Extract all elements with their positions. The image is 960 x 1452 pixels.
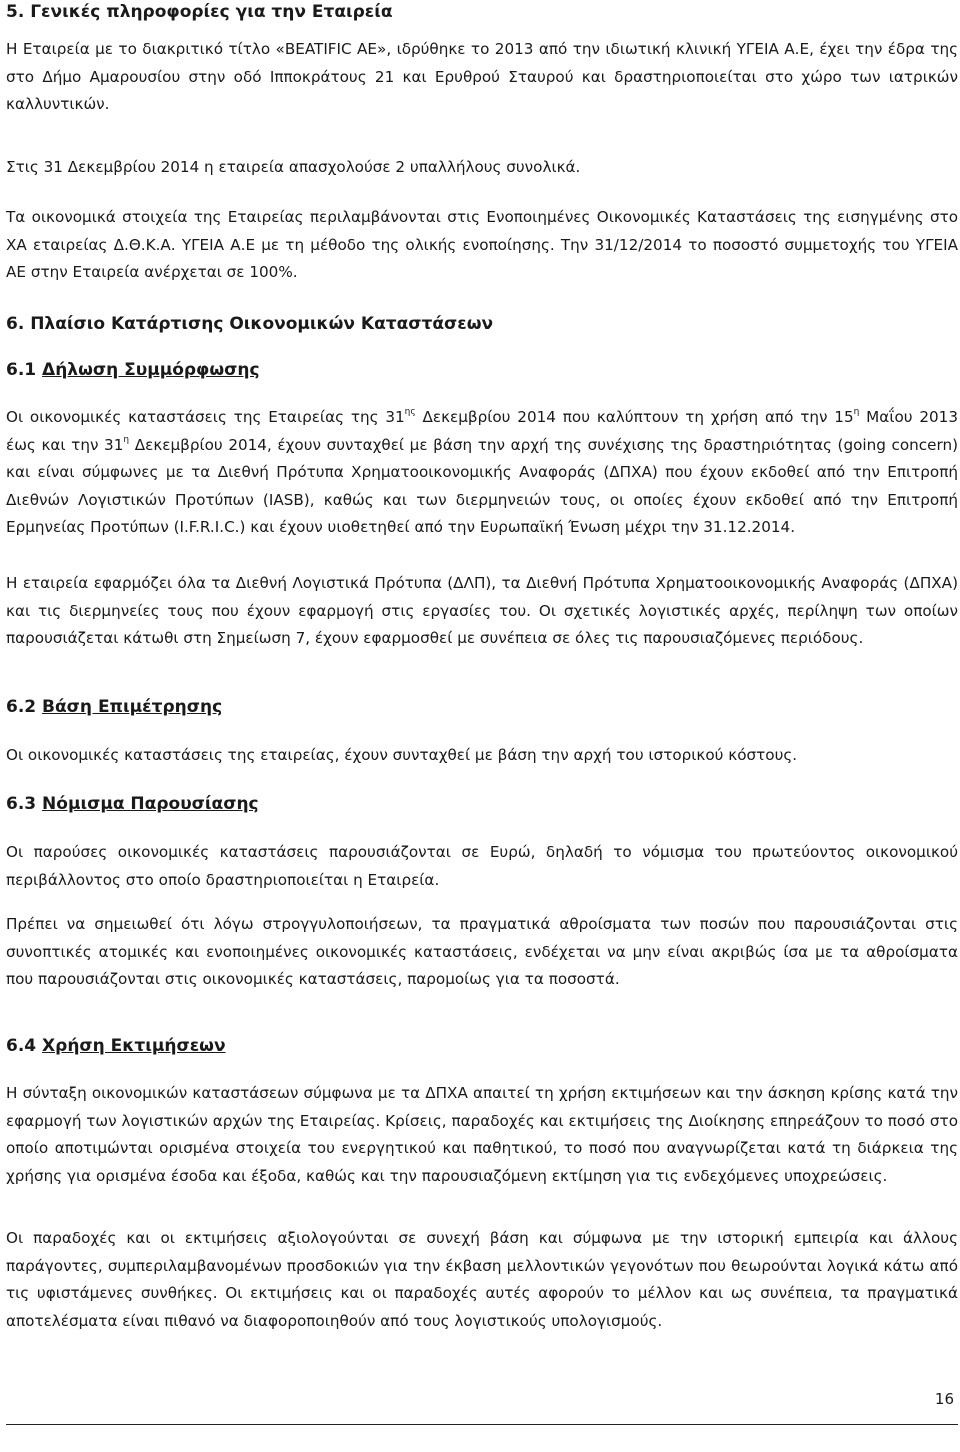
section-5-heading: 5. Γενικές πληροφορίες για την Εταιρεία: [6, 2, 393, 22]
section-6-3-heading: [6, 792, 259, 816]
section-6-4-paragraph-2: Οι παραδοχές και οι εκτιμήσεις αξιολογούνται σε συνεχή βάση και σύμφωνα με την ιστορική εμπειρία και άλλους παράγοντες, συμπεριλαμβανομένων προσδοκιών για την έκβαση μελλοντικών γεγονότων που θεωρούνται λογικά κάτω από τις υφιστάμενες συνθήκες. Οι εκτιμήσεις και οι παραδοχές αυτές αφορούν το μέλλον και ως συνέπεια, τα πραγματικά αποτελέσματα είναι πιθανό να διαφοροποιηθούν από τους λογιστικούς υπολογισμούς.: [6, 1229, 958, 1330]
section-6-1-number: 6.1: [6, 360, 43, 380]
section-5-paragraph-2: Στις 31 Δεκεμβρίου 2014 η εταιρεία απασχολούσε 2 υπαλλήλους συνολικά.: [6, 158, 581, 176]
section-6-1-heading: [6, 358, 260, 382]
footer-divider: [6, 1424, 958, 1425]
superscript: η: [123, 434, 130, 445]
section-6-heading: 6. Πλαίσιο Κατάρτισης Οικονομικών Καταστάσεων: [6, 314, 494, 334]
section-6-2-heading: [6, 695, 222, 719]
section-5-paragraph-3: Τα οικονομικά στοιχεία της Εταιρείας περιλαμβάνονται στις Ενοποιημένες Οικονομικές Καταστάσεις της εισηγμένης στο ΧΑ εταιρείας Δ.Θ.Κ.Α. ΥΓΕΙΑ Α.Ε με τη μέθοδο της ολικής ενοποίησης. Την 31/12/2014 το ποσοστό συμμετοχής του ΥΓΕΙΑ ΑΕ στην Εταιρεία ανέρχεται σε 100%.: [6, 208, 958, 281]
section-6-4-number: 6.4: [6, 1036, 43, 1056]
page-number: 16: [934, 1390, 954, 1408]
text-run: Μαΐου 2013 έως και την 31: [6, 408, 958, 454]
section-6-1-title: Δήλωση Συμμόρφωσης: [42, 360, 260, 380]
section-6-3-paragraph-1: Οι παρούσες οικονομικές καταστάσεις παρουσιάζονται σε Ευρώ, δηλαδή το νόμισμα του πρωτεύοντος οικονομικού περιβάλλοντος στο οποίο δραστηριοποιείται η Εταιρεία.: [6, 843, 958, 889]
section-6-4-paragraph-1: Η σύνταξη οικονομικών καταστάσεων σύμφωνα με τα ΔΠΧΑ απαιτεί τη χρήση εκτιμήσεων και την άσκηση κρίσης κατά την εφαρμογή των λογιστικών αρχών της Εταιρείας. Κρίσεις, παραδοχές και εκτιμήσεις της Διοίκησης επηρεάζουν το ποσό στο οποίο αποτιμώνται ορισμένα στοιχεία του ενεργητικού και παθητικού, το ποσό που αναγνωρίζεται κατά τη διάρκεια της χρήσης για ορισμένα έσοδα και έξοδα, καθώς και την παρουσιαζόμενη εκτίμηση για τις ενδεχόμενες υποχρεώσεις.: [6, 1084, 958, 1185]
section-6-3-title: Νόμισμα Παρουσίασης: [42, 794, 259, 814]
text-run: Δεκεμβρίου 2014, έχουν συνταχθεί με βάση την αρχή της συνέχισης της δραστηριότητας (going concern) και είναι σύμφωνες με τα Διεθνή Πρότυπα Χρηματοοικονομικής Αναφοράς (ΔΠΧΑ) που έχουν εκδοθεί από την Επιτροπή Διεθνών Λογιστικών Προτύπων (IASB), καθώς και των διερμηνειών τους, οι οποίες έχουν εκδοθεί από την Επιτροπή Ερμηνείας Προτύπων (I.F.R.I.C.) και έχουν υιοθετηθεί από την Ευρωπαϊκή Ένωση μέχρι την 31.12.2014.: [6, 435, 958, 536]
section-6-3-number: 6.3: [6, 794, 43, 814]
section-6-2-paragraph-1: Οι οικονομικές καταστάσεις της εταιρείας, έχουν συνταχθεί με βάση την αρχή του ιστορικού κόστους.: [6, 746, 798, 764]
section-5-paragraph-1: Η Εταιρεία με το διακριτικό τίτλο «BEATIFIC AE», ιδρύθηκε το 2013 από την ιδιωτική κλινική ΥΓΕΙΑ Α.Ε, έχει την έδρα της στο Δήμο Αμαρουσίου στην οδό Ιπποκράτους 21 και Ερυθρού Σταυρού και δραστηριοποιείται στο χώρο των ιατρικών καλλυντικών.: [6, 40, 958, 113]
section-6-3-paragraph-2: Πρέπει να σημειωθεί ότι λόγω στρογγυλοποιήσεων, τα πραγματικά αθροίσματα των ποσών που παρουσιάζονται στις συνοπτικές ατομικές και ενοποιημένες οικονομικές καταστάσεις, ενδέχεται να μην είναι ακριβώς ίσα με τα αθροίσματα που παρουσιάζονται στις οικονομικές καταστάσεις, παρομοίως για τα ποσοστά.: [6, 915, 958, 988]
text-run: Οι οικονομικές καταστάσεις της Εταιρείας της 31: [6, 408, 405, 426]
section-6-2-title: Βάση Επιμέτρησης: [42, 697, 223, 717]
superscript: η: [853, 407, 860, 417]
section-6-4-title: Χρήση Εκτιμήσεων: [42, 1036, 226, 1056]
text-run: Δεκεμβρίου 2014 που καλύπτουν τη χρήση από την 15: [415, 408, 854, 426]
superscript: ης: [404, 407, 416, 417]
section-6-1-paragraph-1: [6, 404, 958, 542]
section-6-4-heading: [6, 1034, 226, 1058]
section-6-1-paragraph-2: Η εταιρεία εφαρμόζει όλα τα Διεθνή Λογιστικά Πρότυπα (ΔΛΠ), τα Διεθνή Πρότυπα Χρηματοοικονομικής Αναφοράς (ΔΠΧΑ) και τις διερμηνείες τους που έχουν εφαρμογή στις εργασίες του. Οι σχετικές λογιστικές αρχές, περίληψη των οποίων παρουσιάζεται κάτωθι στη Σημείωση 7, έχουν εφαρμοσθεί με συνέπεια σε όλες τις παρουσιαζόμενες περιόδους.: [6, 574, 958, 647]
section-6-2-number: 6.2: [6, 697, 43, 717]
